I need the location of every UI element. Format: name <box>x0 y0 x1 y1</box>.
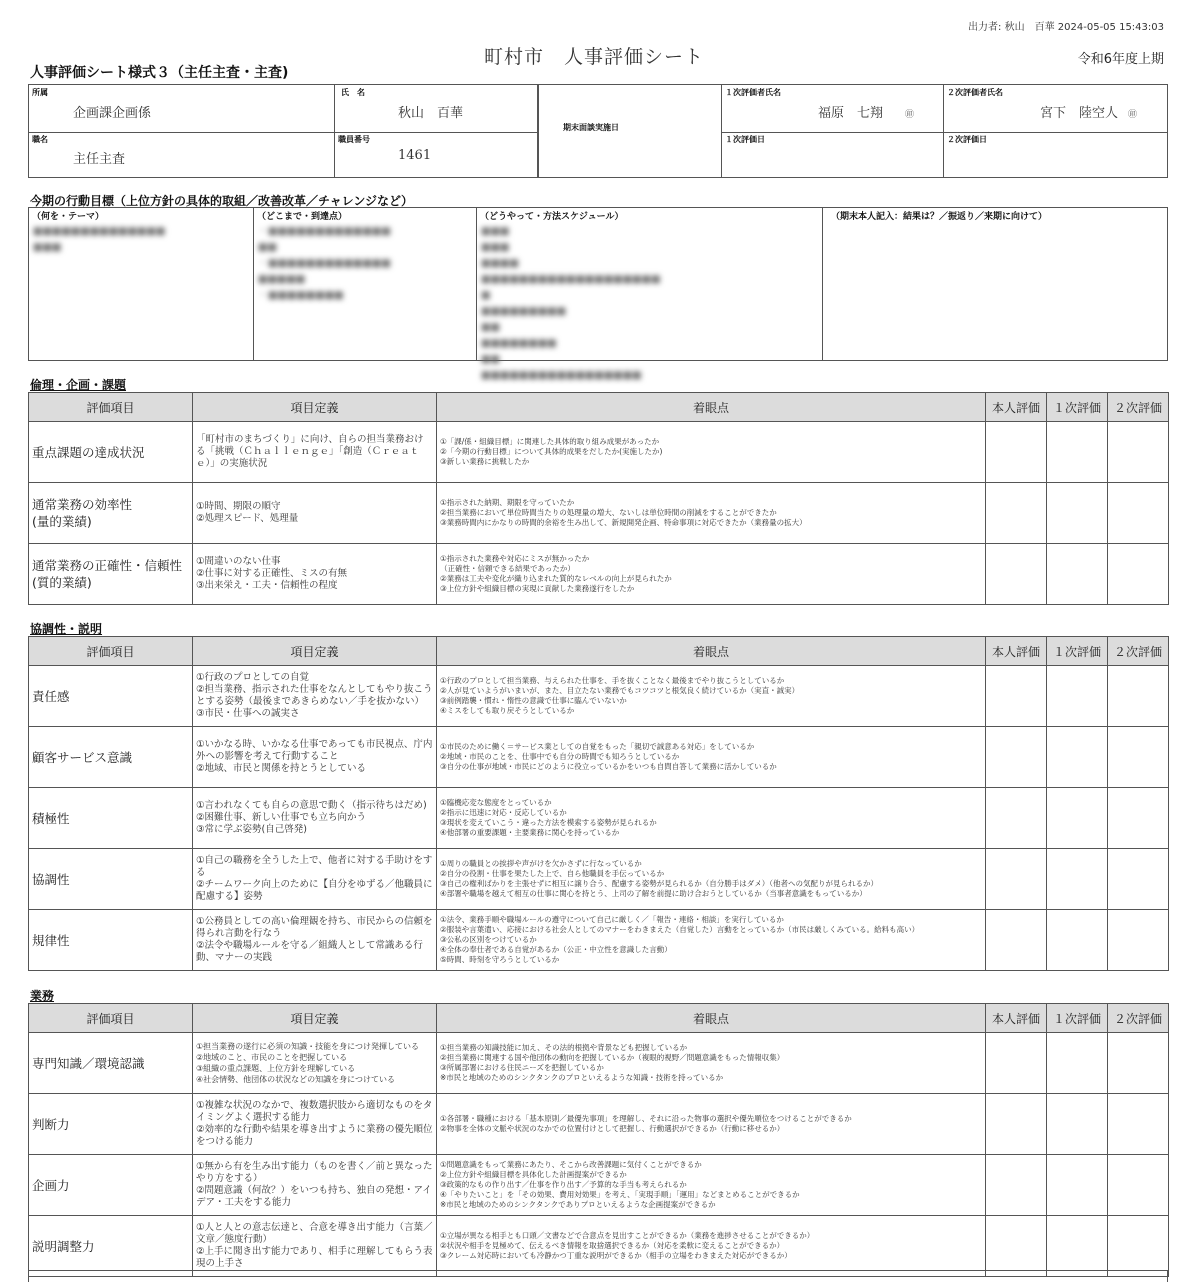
viewpoint-line: ②「今期の行動目標」について具体的成果をだしたか(実施したか) <box>440 447 663 456</box>
interview-date-cell[interactable] <box>538 85 722 178</box>
staff-no-label: 職員番号 <box>338 135 370 144</box>
second-score-cell[interactable] <box>1108 1033 1169 1094</box>
eval1-date-cell[interactable] <box>722 132 944 178</box>
definition-text: ①担当業務の遂行に必須の知識・技能を身につけ発揮している ②地域のこと、市民のことを把握している ③組織の重点課題、上位方針を理解している ④社会情勢、他団体の状況などの知識を身につけている <box>196 1042 420 1084</box>
viewpoint-line: ①「課/係・組織目標」に関連した具体的取り組み成果があったか <box>440 437 660 446</box>
goals-grid <box>28 207 1168 381</box>
viewpoint-line: ①指示された納期、期限を守っていたか <box>440 498 575 507</box>
eval-item-definition <box>193 544 437 605</box>
col-header-viewpoint: 着眼点 <box>437 393 986 422</box>
form-title: 人事評価シート様式３（主任主査・主査) <box>30 65 289 81</box>
table-row <box>29 1155 1169 1216</box>
viewpoint-line: ②地域・市民のことを、仕事中でも自分の時間でも知ろうとしているか <box>440 752 680 761</box>
table-row <box>29 1216 1169 1277</box>
first-score-cell[interactable] <box>1047 1216 1108 1277</box>
section-title: 協調性・説明 <box>30 622 103 636</box>
viewpoint-line: ③前例踏襲・慣れ・惰性の意識で仕事に臨んでいないか <box>440 696 627 705</box>
eval-item-name <box>29 666 193 727</box>
col-header-first: １次評価 <box>1047 637 1108 666</box>
eval-item-viewpoints <box>437 422 986 483</box>
self-score-cell[interactable] <box>986 422 1047 483</box>
viewpoint-line: ②人が見ていようがいまいが、また、目立たない業務でもコツコツと根気良く続けているか（実直・誠実） <box>440 686 800 695</box>
eval2-name-value: 宮下 陸空人 <box>1040 106 1119 121</box>
first-score-cell[interactable] <box>1047 483 1108 544</box>
table-row <box>29 1094 1169 1155</box>
viewpoint-line: ①指示された業務や対応にミスが無かったか <box>440 554 590 563</box>
eval-item-label: 積極性 <box>32 810 70 826</box>
first-score-cell[interactable] <box>1047 1033 1108 1094</box>
first-score-cell[interactable] <box>1047 910 1108 971</box>
eval-item-name <box>29 1094 193 1155</box>
col-header-second: ２次評価 <box>1108 393 1169 422</box>
eval2-date-label: ２次評価日 <box>947 135 987 144</box>
eval-item-definition <box>193 849 437 910</box>
eval2-name-cell <box>944 85 1167 132</box>
dept-cell <box>29 85 335 132</box>
self-score-cell[interactable] <box>986 1155 1047 1216</box>
col-header-item: 評価項目 <box>29 1004 193 1033</box>
first-score-cell[interactable] <box>1047 544 1108 605</box>
definition-text: ①人と人との意志伝達と、合意を導き出す能力（言葉／文章／態度行動） ②上手に聞き出す能力であり、相手に理解してもらう表現の上手さ <box>196 1222 433 1269</box>
definition-text: ①間違いのない仕事 ②仕事に対する正確性、ミスの有無 ③出来栄え・工夫・信頼性の程度 <box>196 556 348 591</box>
eval-item-name <box>29 422 193 483</box>
name-value: 秋山 百華 <box>398 106 464 121</box>
eval-item-label: 通常業務の正確性・信頼性 (質的業績) <box>32 558 183 590</box>
viewpoint-line: ③自分の仕事が地域・市民にどのように役立っているかをいつも自問自答して業務に活かしているか <box>440 762 777 771</box>
dept-value: 企画課企画係 <box>73 106 152 121</box>
eval2-date-cell[interactable] <box>944 132 1167 178</box>
eval-item-viewpoints <box>437 788 986 849</box>
col-header-definition: 項目定義 <box>193 393 437 422</box>
definition-text: ①いかなる時、いかなる仕事であっても市民視点、庁内外への影響を考えて行動すること ②地域、市民と関係を持とうとしている <box>196 739 433 774</box>
viewpoint-line: ③上位方針や組織目標の実現に貢献した業務遂行をしたか <box>440 584 635 593</box>
name-cell <box>335 85 538 132</box>
second-score-cell[interactable] <box>1108 666 1169 727</box>
viewpoint-line: ③公私の区別をつけているか <box>440 935 537 944</box>
viewpoint-line: ④「やりたいこと」を「その効果、費用対効果」を考え、「実現手順」「運用」などまとめることができるか <box>440 1190 800 1199</box>
eval-item-name <box>29 788 193 849</box>
table-row <box>29 666 1169 727</box>
period-label: 令和6年度上期 <box>1077 52 1164 67</box>
definition-text: ①公務員としての高い倫理観を持ち、市民からの信頼を得られ言動を行なう ②法令や職場ルールを守る／組織人として常識ある行動、マナーの実践 <box>196 916 433 963</box>
col-header-definition: 項目定義 <box>193 1004 437 1033</box>
first-score-cell[interactable] <box>1047 666 1108 727</box>
viewpoint-line: ②服装や言葉遣い、応接における社会人としてのマナーをわきまえた（自覚した）言動をとっているか（市民は厳しくみている。給料も高い） <box>440 925 920 934</box>
table-row <box>29 788 1169 849</box>
eval-item-name <box>29 1033 193 1094</box>
second-score-cell[interactable] <box>1108 788 1169 849</box>
eval-item-label: 企画力 <box>32 1177 70 1193</box>
eval-item-viewpoints <box>437 849 986 910</box>
viewpoint-line: ②指示に迅速に対応・反応しているか <box>440 808 567 817</box>
goal-theme-label: （何を・テーマ） <box>32 212 105 222</box>
second-score-cell[interactable] <box>1108 544 1169 605</box>
eval-item-viewpoints <box>437 727 986 788</box>
goal-review-label: （期末本人記入：結果は？／振返り／来期に向けて） <box>831 212 1048 222</box>
printer-info: 出力者: 秋山 百華 2024-05-05 15:43:03 <box>968 22 1164 33</box>
redacted-text: ■■■ ■■■ ■■■■ ■■■■■■■■■■■■■■■■■■■ ■ ■■■■■■■■■ ■■ ■■■■■■■■ ■■ ■■■■■■■■■■■■■■■■■ <box>481 226 661 381</box>
viewpoint-line: ①法令、業務手順や職場ルールの遵守について自己に厳しく／「報告・連絡・相談」を実行しているか <box>440 915 784 924</box>
eval-item-name <box>29 849 193 910</box>
eval2-name-label: ２次評価者氏名 <box>947 88 1003 97</box>
viewpoint-line: ②担当業務に関連する国や他団体の動向を把握しているか（複眼的視野／問題意識をもった情報収集） <box>440 1053 785 1062</box>
viewpoint-line: ①行政のプロとして担当業務、与えられた仕事を、手を抜くことなく最後までやり抜こうとしているか <box>440 676 785 685</box>
position-value: 主任主査 <box>73 152 126 167</box>
eval-item-viewpoints <box>437 483 986 544</box>
table-row <box>29 1033 1169 1094</box>
eval-item-viewpoints <box>437 666 986 727</box>
viewpoint-line: ①各部署・職種における「基本原則／最優先事項」を理解し、それに沿った物事の選択や優先順位をつけることができるか <box>440 1114 852 1123</box>
viewpoint-line: ②自分の役割・仕事を果たした上で、自ら他職員を手伝っているか <box>440 869 665 878</box>
viewpoint-line: ③現状を変えていこう・違った方法を模索する姿勢が見られるか <box>440 818 657 827</box>
goal-method-label: （どうやって・方法スケジュール） <box>480 212 624 222</box>
eval-item-name <box>29 727 193 788</box>
viewpoint-line: ③新しい業務に挑戦したか <box>440 457 530 466</box>
eval-item-viewpoints <box>437 544 986 605</box>
viewpoint-line: ③政策的なもの作り出す／仕事を作り出す／予算的な手当も考えられるか <box>440 1180 687 1189</box>
self-score-cell[interactable] <box>986 1216 1047 1277</box>
table-row <box>29 544 1169 605</box>
second-score-cell[interactable] <box>1108 727 1169 788</box>
eval-item-label: 重点課題の達成状況 <box>32 444 145 460</box>
eval-table-cooperation <box>28 636 1169 971</box>
eval-table-work <box>28 1003 1169 1277</box>
viewpoint-line: （正確性・信頼できる結果であったか） <box>440 564 575 573</box>
interview-date-label: 期末面談実施日 <box>563 123 619 132</box>
viewpoint-line: ③所属部署における住民ニーズを把握しているか <box>440 1063 604 1072</box>
eval1-name-cell <box>722 85 944 132</box>
self-score-cell[interactable] <box>986 910 1047 971</box>
eval-item-viewpoints <box>437 1094 986 1155</box>
viewpoint-line: ②上位方針や組織目標を具体化した計画提案ができるか <box>440 1170 627 1179</box>
position-label: 職名 <box>32 135 48 144</box>
col-header-item: 評価項目 <box>29 393 193 422</box>
table-row <box>29 849 1169 910</box>
goal-target-label: （どこまで・到達点） <box>257 212 348 222</box>
section-title: 業務 <box>30 989 55 1003</box>
viewpoint-line: ③自己の権利ばかりを主張せずに相互に譲り合う、配慮する姿勢が見られるか（自分勝手はダメ）（他者への気配りが見られるか） <box>440 879 878 888</box>
viewpoint-line: ⑤時間、時刻を守ろうとしているか <box>440 955 560 964</box>
col-header-first: １次評価 <box>1047 393 1108 422</box>
eval-item-name <box>29 544 193 605</box>
viewpoint-line: ②業務は工夫や変化が織り込まれた質的なレベルの向上が見られたか <box>440 574 672 583</box>
eval1-date-label: １次評価日 <box>725 135 765 144</box>
eval-item-name <box>29 1216 193 1277</box>
staff-no-cell <box>335 132 538 178</box>
self-score-cell[interactable] <box>986 1033 1047 1094</box>
viewpoint-line: ①担当業務の知識技能に加え、その法的根拠や背景なども把握しているか <box>440 1043 688 1052</box>
eval-item-definition <box>193 727 437 788</box>
viewpoint-line: ①臨機応変な態度をとっているか <box>440 798 552 807</box>
self-score-cell[interactable] <box>986 849 1047 910</box>
eval-item-label: 説明調整力 <box>32 1238 95 1254</box>
col-header-first: １次評価 <box>1047 1004 1108 1033</box>
definition-text: ①時間、期限の順守 ②処理スピード、処理量 <box>196 501 299 524</box>
viewpoint-line: ④部署や職場を越えて相互の仕事に関心を持とう、上司の了解を前提に助け合おうとしているか（当事者意識をもっているか） <box>440 889 867 898</box>
col-header-self: 本人評価 <box>986 393 1047 422</box>
viewpoint-line: ②物事を全体の文脈や状況のなかでの位置付けとして把握し、行動選択ができるか（行動に移せるか） <box>440 1124 785 1133</box>
employee-info-grid <box>28 84 1168 178</box>
self-score-cell[interactable] <box>986 544 1047 605</box>
eval-item-label: 協調性 <box>32 871 70 887</box>
viewpoint-line: ①周りの職員との挨拶や声がけを欠かさずに行なっているか <box>440 859 642 868</box>
eval-item-definition <box>193 788 437 849</box>
eval-item-label: 顧客サービス意識 <box>32 749 133 765</box>
page-title: 町村市 人事評価シート <box>483 46 704 68</box>
col-header-second: ２次評価 <box>1108 637 1169 666</box>
eval-item-definition <box>193 422 437 483</box>
col-header-self: 本人評価 <box>986 1004 1047 1033</box>
eval-item-viewpoints <box>437 1216 986 1277</box>
redacted-text: ■■■■■■■■■■■■■■ ■■■ <box>33 226 166 253</box>
viewpoint-line: ※市民と地域のためのシンクタンクのプロといえるような知識・技術を持っているか <box>440 1073 724 1082</box>
definition-text: ①無から有を生み出す能力（ものを書く／前と異なったやり方をする） ②問題意識（何故？）をいつも持ち、独自の発想・アイデア・工夫をする能力 <box>196 1161 433 1208</box>
goal-review-cell[interactable] <box>823 208 1167 360</box>
name-label: 氏 名 <box>341 88 365 97</box>
eval-item-label: 通常業務の効率性 (量的業績) <box>32 497 133 529</box>
table-row <box>29 910 1169 971</box>
eval-item-definition <box>193 1094 437 1155</box>
viewpoint-line: ①立場が異なる相手とも口頭／文書などで合意点を見出すことができるか（業務を進捗させることができるか） <box>440 1231 815 1240</box>
viewpoint-line: ①市民のために働く＝サービス業としての自覚をもった「親切で誠意ある対応」をしているか <box>440 742 755 751</box>
col-header-item: 評価項目 <box>29 637 193 666</box>
eval-item-name <box>29 910 193 971</box>
goal-method-cell[interactable] <box>477 208 823 381</box>
first-score-cell[interactable] <box>1047 422 1108 483</box>
col-header-self: 本人評価 <box>986 637 1047 666</box>
eval-item-name <box>29 1155 193 1216</box>
col-header-viewpoint: 着眼点 <box>437 1004 986 1033</box>
eval-table-ethics <box>28 392 1169 605</box>
eval-item-definition <box>193 666 437 727</box>
second-score-cell[interactable] <box>1108 910 1169 971</box>
second-score-cell[interactable] <box>1108 483 1169 544</box>
first-score-cell[interactable] <box>1047 727 1108 788</box>
goals-title: 今期の行動目標（上位方針の具体的取組／改善改革／チャレンジなど） <box>30 194 414 208</box>
eval-item-viewpoints <box>437 1155 986 1216</box>
table-row <box>29 422 1169 483</box>
eval-item-viewpoints <box>437 1033 986 1094</box>
seal-icon: ㊞ <box>1128 110 1138 120</box>
viewpoint-line: ※市民と地域のためのシンクタンクでありプロといえるような企画提案ができるか <box>440 1200 716 1209</box>
second-score-cell[interactable] <box>1108 422 1169 483</box>
col-header-second: ２次評価 <box>1108 1004 1169 1033</box>
definition-text: ①行政のプロとしての自覚 ②担当業務、指示された仕事をなんとしてもやり抜こうとする姿勢（最後まであきらめない／手を抜かない） ③市民・仕事への誠実さ <box>196 672 433 719</box>
seal-icon: ㊞ <box>905 110 915 120</box>
second-score-cell[interactable] <box>1108 1216 1169 1277</box>
self-score-cell[interactable] <box>986 727 1047 788</box>
eval1-name-value: 福原 七翔 <box>818 106 884 121</box>
self-score-cell[interactable] <box>986 1094 1047 1155</box>
col-header-viewpoint: 着眼点 <box>437 637 986 666</box>
eval-item-label: 責任感 <box>32 688 70 704</box>
second-score-cell[interactable] <box>1108 1094 1169 1155</box>
definition-text: ①自己の職務を全うした上で、他者に対する手助けをする ②チームワーク向上のために【自分をゆずる／他職員に配慮する】姿勢 <box>196 855 433 902</box>
divider <box>29 132 538 133</box>
first-score-cell[interactable] <box>1047 849 1108 910</box>
staff-no-value: 1461 <box>398 148 432 163</box>
eval-item-viewpoints <box>437 910 986 971</box>
self-score-cell[interactable] <box>986 666 1047 727</box>
redacted-text: ・■■■■■■■■■■■■■ ■■ ・■■■■■■■■■■■■■ ■■■■■ ・■■■■■■■■ <box>258 226 391 301</box>
table-row <box>29 727 1169 788</box>
goal-target-cell[interactable] <box>254 208 477 360</box>
viewpoint-line: ②担当業務において単位時間当たりの処理量の増大、ないしは単位時間の削減をすることができたか <box>440 508 777 517</box>
table-row <box>29 483 1169 544</box>
dept-label: 所属 <box>32 88 48 97</box>
eval-item-definition <box>193 1155 437 1216</box>
eval-item-definition <box>193 1033 437 1094</box>
table-continuation <box>28 1270 1168 1282</box>
definition-text: 「町村市のまちづくり」に向け、自らの担当業務おける「挑戦（Ｃｈａｌｌｅｎｇｅ」「創造（Ｃｒｅａｔｅ）」の実施状況 <box>196 434 424 469</box>
first-score-cell[interactable] <box>1047 1094 1108 1155</box>
viewpoint-line: ④他部署の重要課題・主要業務に関心を持っているか <box>440 828 620 837</box>
goal-theme-cell[interactable] <box>29 208 254 360</box>
eval-item-name <box>29 483 193 544</box>
eval-item-definition <box>193 1216 437 1277</box>
definition-text: ①言われなくても自らの意思で動く（指示待ちはだめ) ②困難仕事、新しい仕事でも立ち向かう ③常に学ぶ姿勢(自己啓発) <box>196 800 427 835</box>
first-score-cell[interactable] <box>1047 788 1108 849</box>
viewpoint-line: ③業務時間内にかなりの時間的余裕を生み出して、新規開発企画、特命事項に対応できたか（業務量の拡大） <box>440 518 807 527</box>
second-score-cell[interactable] <box>1108 849 1169 910</box>
self-score-cell[interactable] <box>986 788 1047 849</box>
col-header-definition: 項目定義 <box>193 637 437 666</box>
eval-item-label: 判断力 <box>32 1116 70 1132</box>
first-score-cell[interactable] <box>1047 1155 1108 1216</box>
eval-item-label: 規律性 <box>32 932 70 948</box>
position-cell <box>29 132 335 178</box>
viewpoint-line: ①問題意識をもって業務にあたり、そこから改善課題に気付くことができるか <box>440 1160 702 1169</box>
viewpoint-line: ④ミスをしても取り戻そうとしているか <box>440 706 575 715</box>
second-score-cell[interactable] <box>1108 1155 1169 1216</box>
eval-item-label: 専門知識／環境認識 <box>32 1055 145 1071</box>
divider <box>722 132 1167 133</box>
viewpoint-line: ②状況や相手を見極めて、伝えるべき情報を取捨選択できるか（対応を柔軟に変えることができるか） <box>440 1241 785 1250</box>
viewpoint-line: ③クレーム対応時においても冷静かつ丁重な説明ができるか（相手の立場をわきまえた対応ができるか） <box>440 1251 792 1260</box>
section-title: 倫理・企画・課題 <box>30 378 127 392</box>
definition-text: ①複雑な状況のなかで、複数選択肢から適切なものをタイミングよく選択する能力 ②効率的な行動や結果を導き出すように業務の優先順位をつける能力 <box>196 1100 433 1147</box>
viewpoint-line: ④全体の奉仕者である自覚があるか（公正・中立性を意識した言動） <box>440 945 672 954</box>
eval-item-definition <box>193 483 437 544</box>
eval-item-definition <box>193 910 437 971</box>
self-score-cell[interactable] <box>986 483 1047 544</box>
eval1-name-label: １次評価者氏名 <box>725 88 781 97</box>
